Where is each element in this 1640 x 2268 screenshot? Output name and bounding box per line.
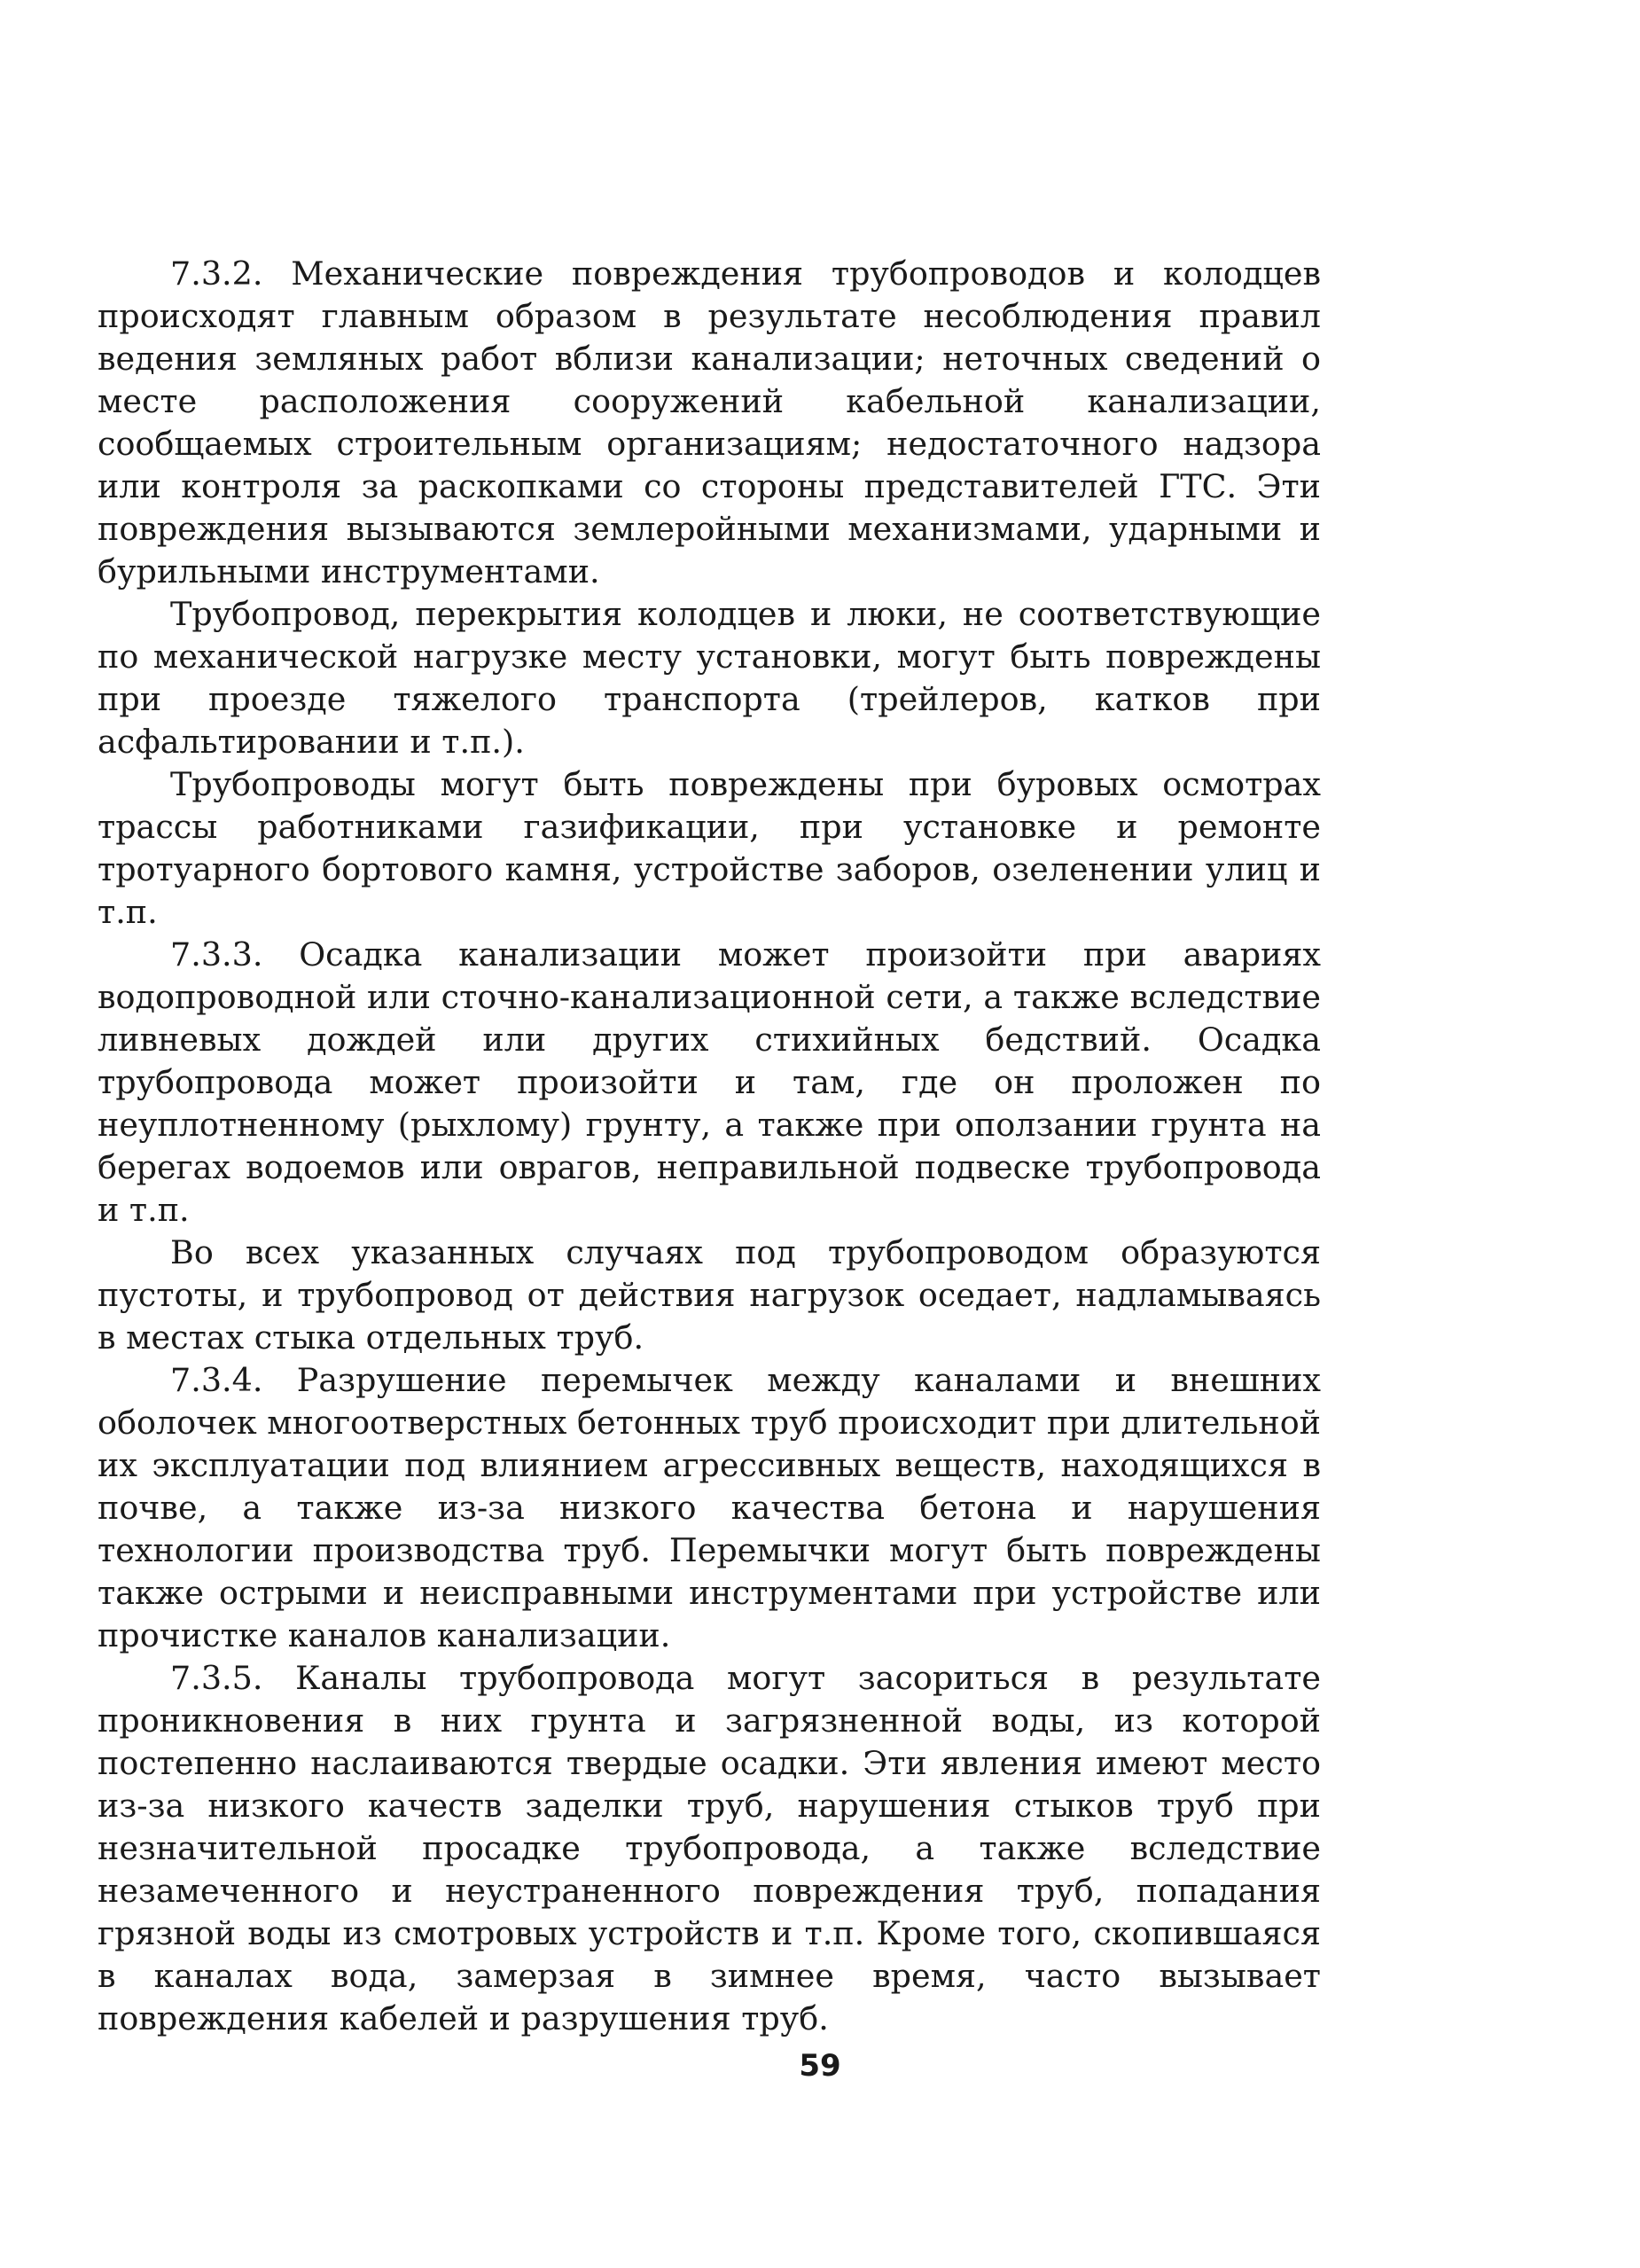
paragraph-drilling-inspections: Трубопроводы могут быть повреждены при буровых осмотрах трассы работниками газификации, при установке и ремонте тротуарного бортового камня, устройстве заборов, озеленении улиц и т.п. <box>98 765 1321 931</box>
paragraph-7-3-2: 7.3.2. Механические повреждения трубопроводов и колодцев происходят главным образом в результате несоблюдения правил ведения земляных работ вблизи канализации; неточных сведений о месте расположения сооружений кабельной канализации, сообщаемых строительным организациям; недостаточного надзора или контроля за раскопками со стороны представителей ГТС. Эти повреждения вызываются землеройными механизмами, ударными и бурильными инструментами. <box>98 254 1321 590</box>
paragraph-7-3-4: 7.3.4. Разрушение перемычек между каналами и внешних оболочек многоотверстных бетонных труб происходит при длительной их эксплуатации под влиянием агрессивных веществ, находящихся в почве, а также из-за низкого качества бетона и нарушения технологии производства труб. Перемычки могут быть повреждены также острыми и неисправными инструментами при устройстве или прочистке каналов канализации. <box>98 1361 1321 1654</box>
paragraph-voids: Во всех указанных случаях под трубопроводом образуются пустоты, и трубопровод от действия нагрузок оседает, надламываясь в местах стыка отдельных труб. <box>98 1233 1321 1357</box>
paragraph-7-3-3: 7.3.3. Осадка канализации может произойти при авариях водопроводной или сточно-канализационной сети, а также вследствие ливневых дождей или других стихийных бедствий. Осадка трубопровода может произойти и там, где он проложен по неуплотненному (рыхлому) грунту, а также при оползании грунта на берегах водоемов или оврагов, неправильной подвеске трубопровода и т.п. <box>98 935 1321 1229</box>
page-number: 59 <box>799 2048 841 2084</box>
paragraph-7-3-5: 7.3.5. Каналы трубопровода могут засориться в результате проникновения в них грунта и загрязненной воды, из которой постепенно наслаиваются твердые осадки. Эти явления имеют место из-за низкого качеств заделки труб, нарушения стыков труб при незначительной просадке трубопровода, а также вследствие незамеченного и неустраненного повреждения труб, попадания грязной воды из смотровых устройств и т.п. Кроме того, скопившаяся в каналах вода, замерзая в зимнее время, часто вызывает повреждения кабелей и разрушения труб. <box>98 1659 1321 2037</box>
page-body <box>98 253 1321 2040</box>
paragraph-heavy-transport: Трубопровод, перекрытия колодцев и люки, не соответствующие по механической нагрузке месту установки, могут быть повреждены при проезде тяжелого транспорта (трейлеров, катков при асфальтировании и т.п.). <box>98 595 1321 761</box>
